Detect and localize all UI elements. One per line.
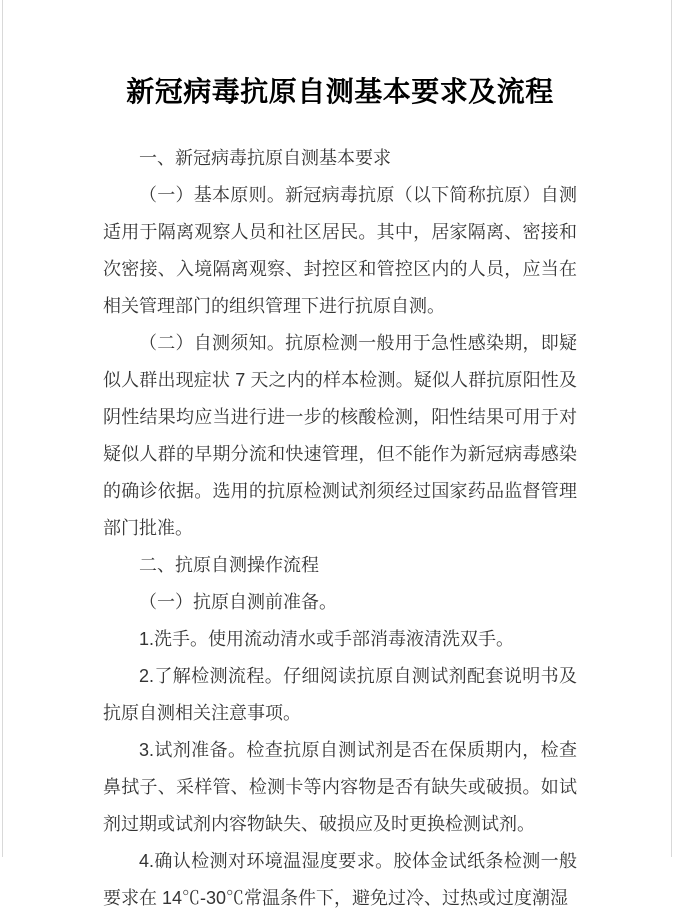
paragraph: 3.试剂准备。检查抗原自测试剂是否在保质期内，检查鼻拭子、采样管、检测卡等内容物是否有缺失或破损。如试剂过期或试剂内容物缺失、破损应及时更换检测试剂。 — [103, 740, 577, 834]
page-title: 新冠病毒抗原自测基本要求及流程 — [126, 77, 554, 108]
paragraph: （一）基本原则。新冠病毒抗原（以下简称抗原）自测适用于隔离观察人员和社区居民。其中，居家隔离、密接和次密接、入境隔离观察、封控区和管控区内的人员，应当在相关管理部门的组织管理下进行抗原自测。 — [103, 185, 577, 316]
paragraph: 二、抗原自测操作流程 — [139, 555, 319, 575]
paragraph: 一、新冠病毒抗原自测基本要求 — [139, 148, 391, 168]
paragraph: （二）自测须知。抗原检测一般用于急性感染期，即疑似人群出现症状 7 天之内的样本检测。疑似人群抗原阳性及阴性结果均应当进行进一步的核酸检测，阳性结果可用于对疑似人群的早期分流和快速管理，但不能作为新冠病毒感染的确诊依据。选用的抗原检测试剂须经过国家药品监督管理部门批准。 — [103, 333, 577, 538]
document-page — [2, 0, 672, 908]
paragraph: （一）抗原自测前准备。 — [139, 592, 337, 612]
paragraph: 2.了解检测流程。仔细阅读抗原自测试剂配套说明书及抗原自测相关注意事项。 — [103, 666, 577, 723]
document-body — [103, 140, 577, 917]
document-content — [103, 72, 577, 917]
paragraph: 1.洗手。使用流动清水或手部消毒液清洗双手。 — [139, 629, 515, 649]
paragraph: 4.确认检测对环境温湿度要求。胶体金试纸条检测一般要求在 14℃-30℃常温条件下，避免过冷、过热或过度潮湿 — [103, 851, 577, 908]
